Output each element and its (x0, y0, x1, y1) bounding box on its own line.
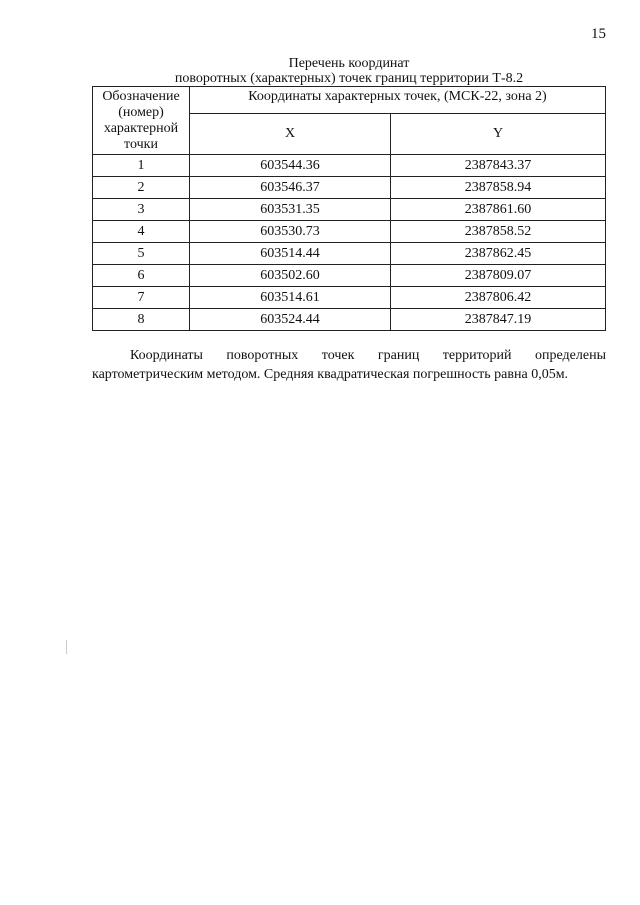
point-number: 2 (93, 177, 190, 199)
coord-y: 2387809.07 (391, 265, 606, 287)
table-row (93, 177, 606, 199)
table-row (93, 265, 606, 287)
coord-y: 2387806.42 (391, 287, 606, 309)
point-number: 6 (93, 265, 190, 287)
coord-y: 2387862.45 (391, 243, 606, 265)
coord-y: 2387858.52 (391, 221, 606, 243)
scan-artifact (66, 640, 67, 654)
coord-x: 603530.73 (190, 221, 391, 243)
title-line-2: поворотных (характерных) точек границ территории Т-8.2 (174, 71, 524, 86)
coord-x: 603531.35 (190, 199, 391, 221)
coord-x: 603546.37 (190, 177, 391, 199)
coord-x: 603502.60 (190, 265, 391, 287)
method-footnote: Координаты поворотных точек границ территорий определены картометрическим методом. Средняя квадратическая погрешность равна 0,05м. (92, 348, 606, 382)
table-row (93, 221, 606, 243)
table-row (93, 309, 606, 331)
coord-y: 2387861.60 (391, 199, 606, 221)
coord-x: 603544.36 (190, 155, 391, 177)
title-line-1: Перечень координат (288, 56, 410, 71)
point-number: 1 (93, 155, 190, 177)
point-number: 5 (93, 243, 190, 265)
table-row (93, 155, 606, 177)
header-y: Y (391, 114, 606, 155)
table-row (93, 199, 606, 221)
coord-x: 603524.44 (190, 309, 391, 331)
table-row (93, 243, 606, 265)
coord-y: 2387858.94 (391, 177, 606, 199)
coord-y: 2387843.37 (391, 155, 606, 177)
header-coordinates: Координаты характерных точек, (МСК-22, зона 2) (190, 87, 606, 114)
coord-y: 2387847.19 (391, 309, 606, 331)
coordinates-table (92, 86, 606, 331)
coord-x: 603514.61 (190, 287, 391, 309)
coord-x: 603514.44 (190, 243, 391, 265)
page-number: 15 (591, 26, 606, 42)
point-number: 3 (93, 199, 190, 221)
header-point-designation: Обозначение (номер) характерной точки (93, 87, 190, 155)
point-number: 8 (93, 309, 190, 331)
header-x: X (190, 114, 391, 155)
point-number: 7 (93, 287, 190, 309)
document-title (92, 56, 606, 86)
point-number: 4 (93, 221, 190, 243)
table-row (93, 287, 606, 309)
